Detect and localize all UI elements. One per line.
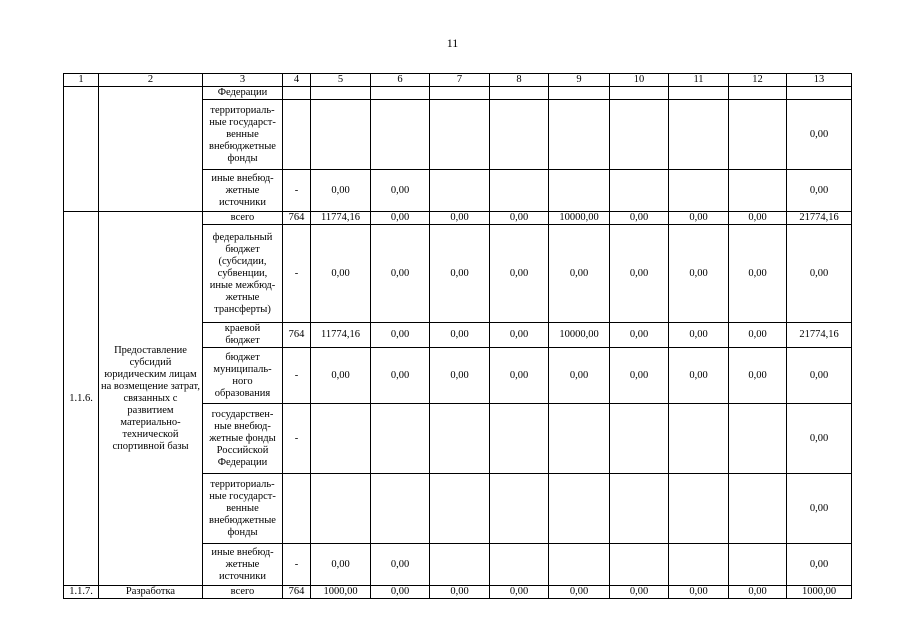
value-cell [729, 404, 787, 474]
value-cell [490, 170, 549, 212]
funding-source: краевой бюджет [203, 323, 283, 348]
value-cell [430, 87, 490, 100]
value-cell: 0,00 [490, 212, 549, 225]
value-cell: 0,00 [729, 348, 787, 404]
value-cell [490, 474, 549, 544]
value-cell: 10000,00 [549, 323, 610, 348]
column-header: 12 [729, 74, 787, 87]
funding-source: Федерации [203, 87, 283, 100]
value-cell: - [283, 225, 311, 323]
column-header: 9 [549, 74, 610, 87]
value-cell [669, 87, 729, 100]
value-cell: 764 [283, 323, 311, 348]
column-header: 8 [490, 74, 549, 87]
value-cell [729, 170, 787, 212]
value-cell [549, 87, 610, 100]
value-cell: 0,00 [311, 225, 371, 323]
funding-source: государствен- ные внебюд- жетные фонды Российской Федерации [203, 404, 283, 474]
value-cell [610, 544, 669, 586]
value-cell: 0,00 [490, 348, 549, 404]
value-cell [311, 404, 371, 474]
column-header: 4 [283, 74, 311, 87]
column-header: 6 [371, 74, 430, 87]
value-cell: 0,00 [311, 170, 371, 212]
value-cell [283, 87, 311, 100]
funding-source: иные внебюд- жетные источники [203, 544, 283, 586]
value-cell: 11774,16 [311, 323, 371, 348]
funding-source: территориаль- ные государст- венные внебюджетные фонды [203, 474, 283, 544]
item-name: Предоставление субсидий юридическим лицам на возмещение затрат, связанных с развитием материально-технической спортивной базы [99, 212, 203, 586]
value-cell: 0,00 [549, 348, 610, 404]
value-cell: 0,00 [311, 544, 371, 586]
value-cell: 0,00 [610, 212, 669, 225]
value-cell: 0,00 [430, 348, 490, 404]
value-cell [371, 100, 430, 170]
column-header: 10 [610, 74, 669, 87]
value-cell: 0,00 [787, 170, 852, 212]
item-code [64, 87, 99, 212]
value-cell: 0,00 [787, 544, 852, 586]
value-cell: 0,00 [669, 348, 729, 404]
value-cell [610, 474, 669, 544]
value-cell: 0,00 [729, 586, 787, 599]
header-row [64, 74, 852, 87]
value-cell [283, 100, 311, 170]
value-cell [669, 100, 729, 170]
value-cell: 0,00 [490, 586, 549, 599]
value-cell [729, 100, 787, 170]
value-cell [549, 100, 610, 170]
value-cell [490, 544, 549, 586]
funding-source: всего [203, 212, 283, 225]
value-cell: 0,00 [610, 323, 669, 348]
value-cell: 0,00 [669, 323, 729, 348]
value-cell [430, 100, 490, 170]
value-cell [669, 170, 729, 212]
value-cell [283, 474, 311, 544]
value-cell [490, 404, 549, 474]
column-header: 3 [203, 74, 283, 87]
table-body [64, 74, 852, 599]
value-cell [371, 404, 430, 474]
value-cell: - [283, 544, 311, 586]
value-cell: 764 [283, 212, 311, 225]
value-cell: 0,00 [669, 225, 729, 323]
value-cell: 0,00 [787, 100, 852, 170]
funding-source: федеральный бюджет (субсидии, субвенции, иные межбюд- жетные трансферты) [203, 225, 283, 323]
value-cell: - [283, 404, 311, 474]
value-cell [729, 87, 787, 100]
value-cell: 0,00 [371, 348, 430, 404]
value-cell: 0,00 [371, 544, 430, 586]
table-row [64, 586, 852, 599]
value-cell [729, 474, 787, 544]
item-name: Разработка [99, 586, 203, 599]
value-cell: 1000,00 [787, 586, 852, 599]
value-cell: 0,00 [610, 586, 669, 599]
value-cell: 764 [283, 586, 311, 599]
value-cell: 0,00 [787, 474, 852, 544]
funding-source: территориаль- ные государст- венные внебюджетные фонды [203, 100, 283, 170]
value-cell [549, 170, 610, 212]
item-name [99, 87, 203, 212]
funding-source: иные внебюд- жетные источники [203, 170, 283, 212]
value-cell: 0,00 [430, 212, 490, 225]
value-cell [610, 170, 669, 212]
value-cell: 0,00 [430, 586, 490, 599]
value-cell [610, 100, 669, 170]
value-cell: 0,00 [787, 348, 852, 404]
value-cell: 0,00 [729, 323, 787, 348]
value-cell: 0,00 [371, 225, 430, 323]
value-cell: 0,00 [430, 225, 490, 323]
value-cell [610, 87, 669, 100]
value-cell [729, 544, 787, 586]
funding-source: всего [203, 586, 283, 599]
value-cell: 0,00 [490, 225, 549, 323]
value-cell [311, 474, 371, 544]
value-cell [549, 474, 610, 544]
value-cell: 0,00 [371, 586, 430, 599]
value-cell: 0,00 [787, 404, 852, 474]
value-cell [490, 87, 549, 100]
value-cell [669, 474, 729, 544]
value-cell [430, 170, 490, 212]
value-cell: 1000,00 [311, 586, 371, 599]
page-number: 11 [446, 36, 459, 50]
value-cell: - [283, 348, 311, 404]
table-row [64, 212, 852, 225]
value-cell: 0,00 [610, 225, 669, 323]
value-cell [430, 544, 490, 586]
value-cell: 0,00 [729, 225, 787, 323]
value-cell [610, 404, 669, 474]
value-cell: 0,00 [490, 323, 549, 348]
column-header: 13 [787, 74, 852, 87]
value-cell [311, 87, 371, 100]
value-cell: 0,00 [729, 212, 787, 225]
value-cell: 21774,16 [787, 212, 852, 225]
value-cell [311, 100, 371, 170]
value-cell [669, 544, 729, 586]
value-cell [549, 404, 610, 474]
value-cell: 0,00 [549, 586, 610, 599]
value-cell: 0,00 [371, 323, 430, 348]
value-cell: 0,00 [787, 225, 852, 323]
value-cell: 21774,16 [787, 323, 852, 348]
funding-source: бюджет муниципаль- ного образования [203, 348, 283, 404]
value-cell: 0,00 [669, 586, 729, 599]
value-cell: 10000,00 [549, 212, 610, 225]
value-cell: 0,00 [549, 225, 610, 323]
table-row [64, 87, 852, 100]
column-header: 7 [430, 74, 490, 87]
value-cell [669, 404, 729, 474]
value-cell: 0,00 [371, 170, 430, 212]
column-header: 5 [311, 74, 371, 87]
value-cell: 0,00 [371, 212, 430, 225]
value-cell: 0,00 [311, 348, 371, 404]
value-cell [787, 87, 852, 100]
value-cell [371, 474, 430, 544]
value-cell [430, 404, 490, 474]
item-code: 1.1.7. [64, 586, 99, 599]
column-header: 1 [64, 74, 99, 87]
budget-table [63, 73, 852, 599]
value-cell [490, 100, 549, 170]
item-code: 1.1.6. [64, 212, 99, 586]
value-cell: - [283, 170, 311, 212]
value-cell: 11774,16 [311, 212, 371, 225]
value-cell: 0,00 [610, 348, 669, 404]
value-cell: 0,00 [669, 212, 729, 225]
value-cell [371, 87, 430, 100]
column-header: 11 [669, 74, 729, 87]
column-header: 2 [99, 74, 203, 87]
value-cell [549, 544, 610, 586]
value-cell [430, 474, 490, 544]
value-cell: 0,00 [430, 323, 490, 348]
